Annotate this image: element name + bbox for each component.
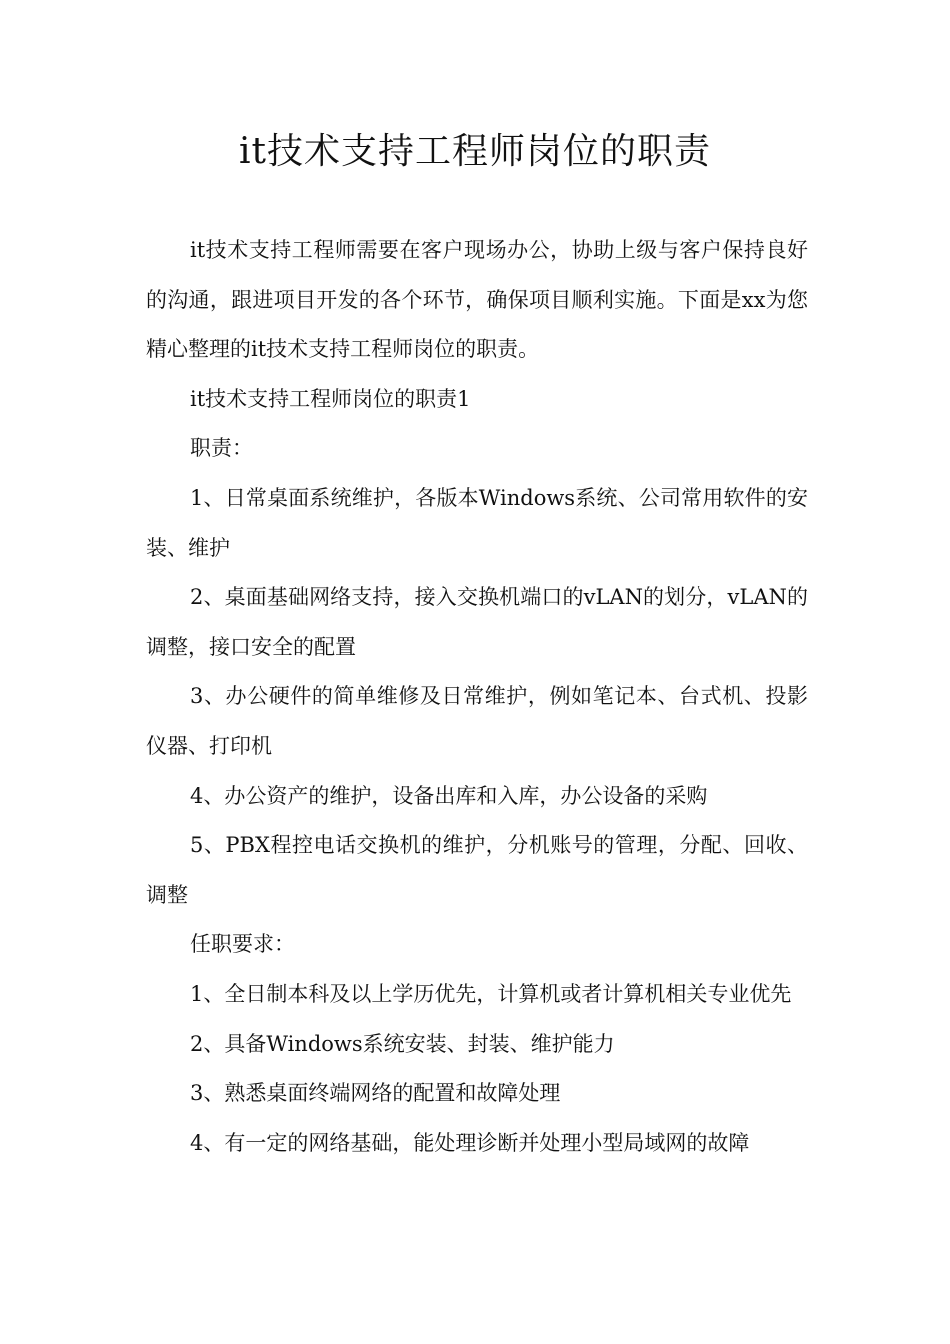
intro-paragraph: it技术支持工程师需要在客户现场办公，协助上级与客户保持良好的沟通，跟进项目开发的各个环节，确保项目顺利实施。下面是xx为您精心整理的it技术支持工程师岗位的职责。: [146, 238, 808, 362]
requirement-item: 3、熟悉桌面终端网络的配置和故障处理: [190, 1081, 561, 1106]
duties-heading: 职责：: [190, 436, 253, 461]
document-title: it技术支持工程师岗位的职责: [239, 131, 711, 172]
section-heading-1: it技术支持工程师岗位的职责1: [190, 386, 471, 411]
requirement-item: 2、具备Windows系统安装、封装、维护能力: [190, 1031, 615, 1056]
duty-item: 2、桌面基础网络支持，接入交换机端口的vLAN的划分，vLAN的调整，接口安全的配置: [146, 585, 808, 659]
duty-item: 4、办公资产的维护，设备出库和入库，办公设备的采购: [190, 783, 708, 808]
document-body: [146, 226, 808, 1168]
requirement-item: 4、有一定的网络基础，能处理诊断并处理小型局域网的故障: [190, 1130, 750, 1155]
requirement-item: 1、全日制本科及以上学历优先，计算机或者计算机相关专业优先: [190, 981, 792, 1006]
duty-item: 5、PBX程控电话交换机的维护，分机账号的管理，分配、回收、调整: [146, 833, 808, 907]
duty-item: 1、日常桌面系统维护，各版本Windows系统、公司常用软件的安装、维护: [146, 485, 808, 560]
duty-item: 3、办公硬件的简单维修及日常维护，例如笔记本、台式机、投影仪器、打印机: [146, 684, 808, 758]
requirements-heading: 任职要求：: [190, 932, 295, 957]
